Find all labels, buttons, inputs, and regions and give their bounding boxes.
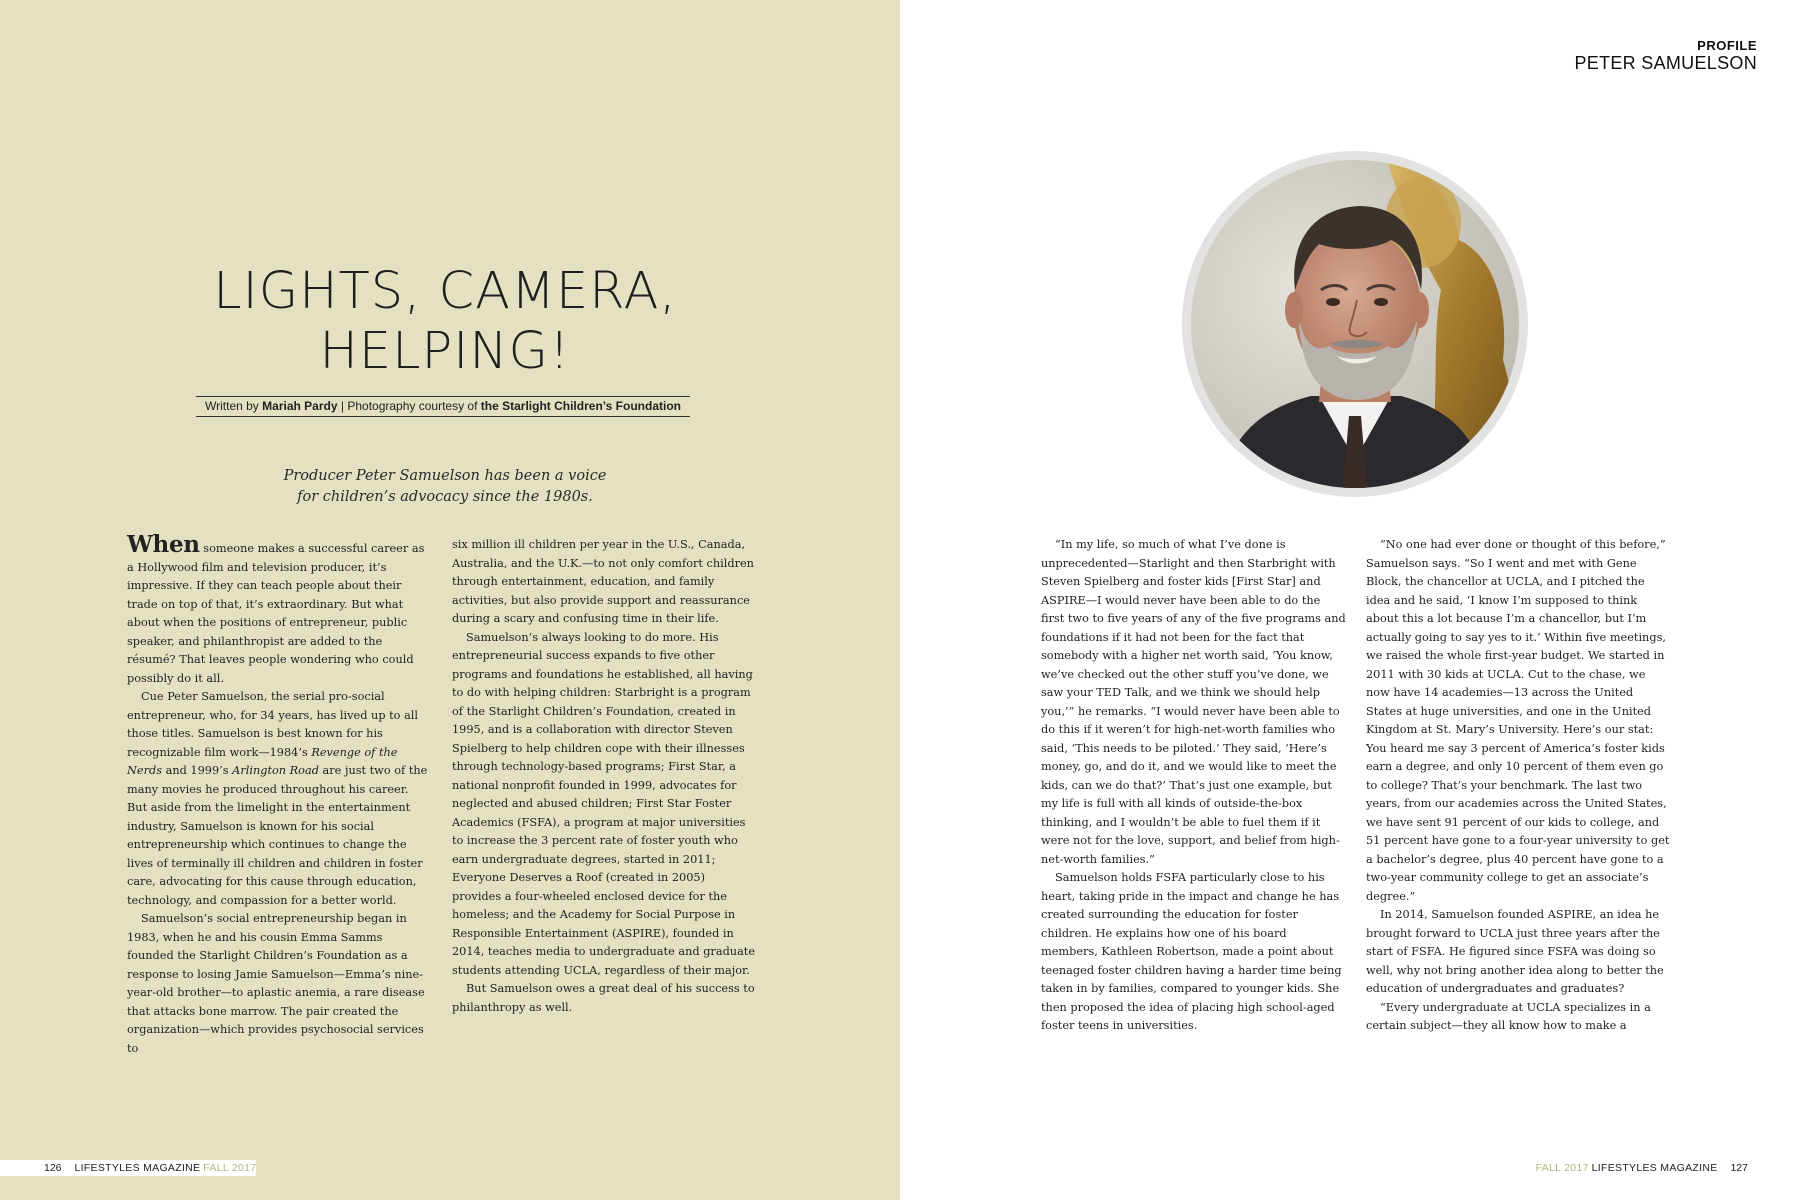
headline-line-1: LIGHTS, CAMERA, [213,262,677,321]
film-title: Revenge of the Nerds [127,745,398,777]
film-title: Arlington Road [232,764,319,777]
article-deck [260,466,630,508]
lead-word: When [127,531,200,558]
right-page-column-1 [1041,536,1346,1036]
section-kicker: PROFILE [1697,38,1757,53]
body-paragraph: “In my life, so much of what I’ve done is unprecedented—Starlight and then Starbright with Steven Spielberg and foster kids [First Star] and ASPIRE—I would never have been able to do the first two to five years of any of the five programs and foundations if it had not been for the fact that somebody with a higher net worth said, ‘You know, we’ve checked out the other stuff you’ve done, we saw your TED Talk, and we think we should help you,’” he remarks. “I would never have been able to do this if it weren’t for high-net-worth families who said, ‘This needs to be piloted.’ They said, ‘Here’s money, go, and do it, and we would like to meet the kids, can we do that?’ That’s just one example, but my life is full with all kinds of outside-the-box thinking, and I wouldn’t be able to fuel them if it were not for the love, support, and belief from high-net-worth families.” [1041,538,1346,866]
deck-line-1: Producer Peter Samuelson has been a voice [283,468,607,484]
magazine-name: LIFESTYLES MAGAZINE [1591,1162,1718,1174]
issue-season: FALL 2017 [1535,1162,1589,1174]
page-number: 127 [1730,1162,1748,1174]
body-paragraph: Samuelson’s always looking to do more. His entrepreneurial success expands to five other programs and foundations he established, all having to do with helping children: Starbright is a program of the Starlight Children’s Foundation, created in 1995, and is a collaboration with director Steven Spielberg to help children cope with their illnesses through technology-based programs; First Star, a national nonprofit founded in 1999, advocates for neglected and abused children; First Star Foster Academics (FSFA), a program at major universities to increase the 3 percent rate of foster youth who earn undergraduate degrees, started in 2011; Everyone Deserves a Roof (created in 2005) provides a four-wheeled enclosed device for the homeless; and the Academy for Social Purpose in Responsible Entertainment (ASPIRE), founded in 2014, teaches media to undergraduate and graduate students attending UCLA, regardless of their major. [452,630,756,977]
right-page-column-2 [1366,536,1671,1036]
headline-line-2: HELPING! [319,322,571,381]
byline-separator: | [340,399,344,413]
article-headline [130,262,760,382]
footer-right [1536,1160,1748,1176]
body-paragraph: “Every undergraduate at UCLA specializes in a certain subject—they all know how to make a [1366,1000,1651,1032]
left-page-column-1 [127,531,432,1058]
paragraph-text: Cue Peter Samuelson, the serial pro-social entrepreneur, who, for 34 years, has lived up to all those titles. Samuelson is best known for his recognizable film work—1984’s [127,690,419,759]
left-page-column-2 [452,536,757,1017]
body-paragraph: Samuelson holds FSFA particularly close to his heart, taking pride in the impact and change he has created surrounding the education for foster children. He explains how one of his board members, Kathleen Robertson, made a point about teenaged foster children having a harder time being taken in by families, compared to younger kids. She then proposed the idea of placing high school-aged foster teens in universities. [1041,871,1342,1032]
byline-written-by-label: Written by [205,399,259,413]
body-paragraph: “No one had ever done or thought of this before,” Samuelson says. “So I went and met with Gene Block, the chancellor at UCLA, and I pitched the idea and he said, ‘I know I’m supposed to think about this a lot because I’m a chancellor, but I’m actually going to say yes to it.’ Within five meetings, we raised the whole first-year budget. We started in 2011 with 30 kids at UCLA. Cut to the chase, we now have 14 academies—13 across the United States at huge universities, and one in the United Kingdom at St. Mary’s University. Here’s our stat: You heard me say 3 percent of America’s foster kids earn a degree, and only 10 percent of them even go to college? That’s your benchmark. The last two years, from our academies across the United States, we have sent 91 percent of our kids to college, and 51 percent have gone to a four-year university to get a bachelor’s degree, plus 40 percent have gone to a two-year community college to get an associate’s degree.” [1366,538,1670,903]
byline-author: Mariah Pardy [262,399,338,413]
body-paragraph: In 2014, Samuelson founded ASPIRE, an idea he brought forward to UCLA just three years after the start of FSFA. He figured since FSFA was doing so well, why not bring another idea along to better the education of undergraduates and graduates? [1366,908,1664,995]
byline-photo-credit: the Starlight Children’s Foundation [480,399,681,413]
body-paragraph: But Samuelson owes a great deal of his success to philanthropy as well. [452,982,755,1014]
magazine-name: LIFESTYLES MAGAZINE [74,1162,201,1174]
portrait-illustration [1191,160,1519,488]
paragraph-text: someone makes a successful career as a Hollywood film and television producer, it’s impressive. If they can teach people about their trade on top of that, it’s extraordinary. But what about when the positions of entrepreneur, public speaker, and philanthropist are added to the résumé? That leaves people wondering who could possibly do it all. [127,542,425,685]
issue-season: FALL 2017 [203,1162,257,1174]
body-paragraph: six million ill children per year in the U.S., Canada, Australia, and the U.K.—to not only comfort children through entertainment, education, and family activities, but also provide support and reassurance during a scary and confusing time in their life. [452,538,754,625]
byline-photo-label: Photography courtesy of [347,399,478,413]
byline [196,396,690,417]
body-paragraph [127,531,432,688]
body-paragraph: Samuelson’s social entrepreneurship began in 1983, when he and his cousin Emma Samms founded the Starlight Children’s Foundation as a response to losing Jamie Samuelson—Emma’s nine-year-old brother—to aplastic anemia, a rare disease that attacks bone marrow. The pair created the organization—which provides psychosocial services to [127,912,425,1055]
paragraph-text: and 1999’s [162,764,233,777]
body-paragraph [127,688,432,910]
footer-left [0,1160,256,1176]
section-subject: PETER SAMUELSON [1574,53,1757,73]
paragraph-text: are just two of the many movies he produced throughout his career. But aside from the limelight in the entertainment industry, Samuelson is known for his social entrepreneurship which continues to change the lives of terminally ill children and children in foster care, advocating for this cause through education, technology, and compassion for a better world. [127,764,428,907]
deck-line-2: for children’s advocacy since the 1980s. [297,489,593,505]
page-number: 126 [44,1162,62,1174]
portrait-photo [1182,151,1528,497]
section-header [1574,38,1757,73]
